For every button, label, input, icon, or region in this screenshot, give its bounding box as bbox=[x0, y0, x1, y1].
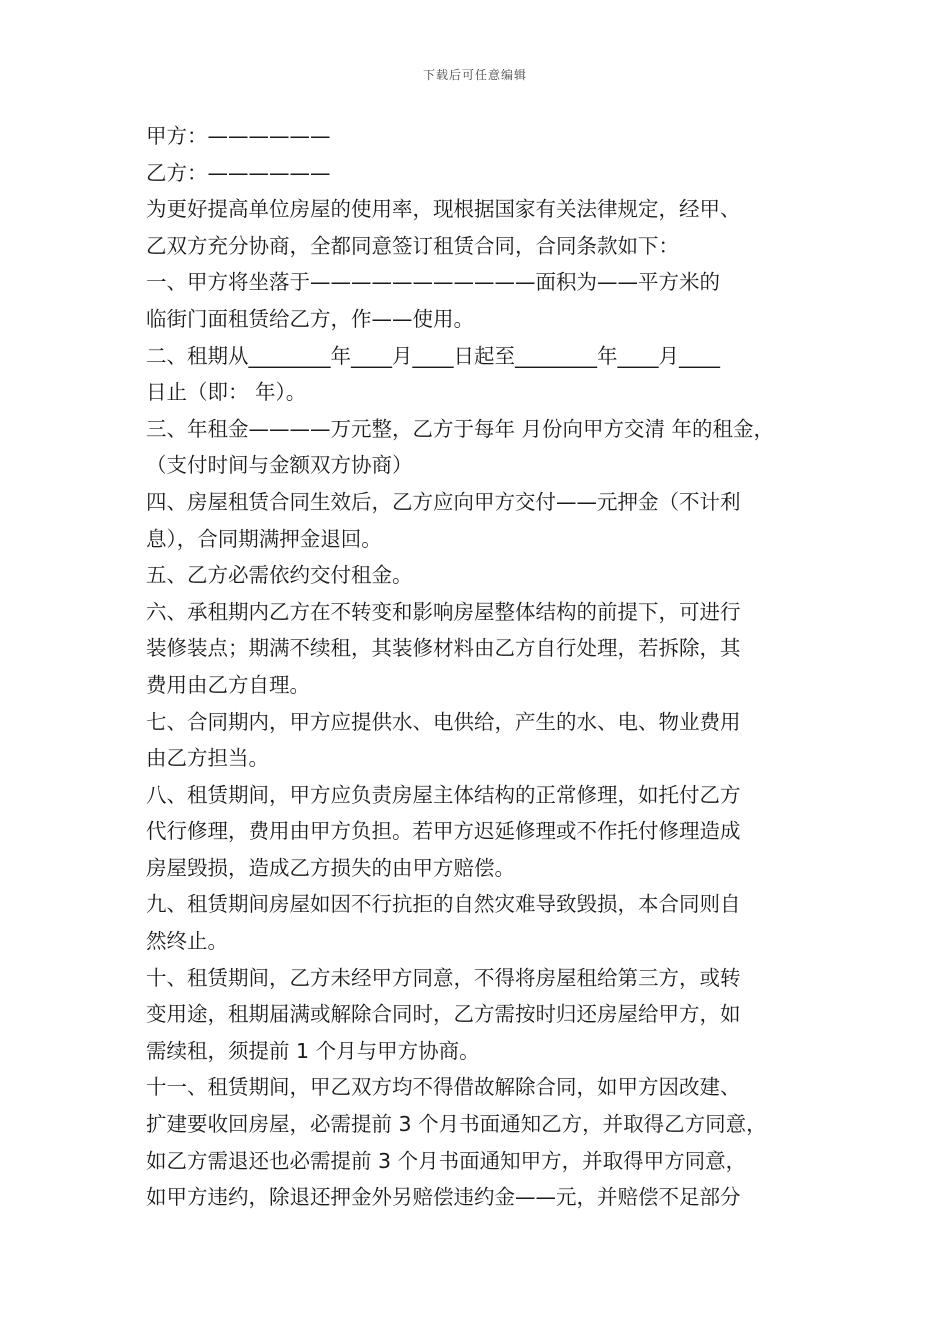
clause-1-line: 临街门面租赁给乙方，作——使用。 bbox=[146, 306, 474, 331]
party-b-line: 乙方：—————— bbox=[146, 160, 331, 185]
clause-11-line: 如甲方违约，除退还押金外另赔偿违约金——元，并赔偿不足部分 bbox=[146, 1185, 741, 1210]
clause-4-line: 四、房屋租赁合同生效后，乙方应向甲方交付——元押金（不计利 bbox=[146, 489, 741, 514]
clause-6-line: 费用由乙方自理。 bbox=[146, 672, 310, 697]
clause-1-line: 一、甲方将坐落于———————————面积为——平方米的 bbox=[146, 270, 720, 295]
clause-8-line: 房屋毁损，造成乙方损失的由甲方赔偿。 bbox=[146, 855, 515, 880]
clause-2-line: 二、租期从________年____月____日起至________年____月____ bbox=[146, 343, 720, 368]
clause-11-line: 十一、租赁期间，甲乙双方均不得借故解除合同，如甲方因改建、 bbox=[146, 1075, 741, 1100]
clause-11-line: 如乙方需退还也必需提前 3 个月书面通知甲方，并取得甲方同意， bbox=[146, 1148, 747, 1173]
clause-3-line: （支付时间与金额双方协商） bbox=[146, 453, 413, 478]
clause-6-line: 装修装点；期满不续租，其装修材料由乙方自行处理，若拆除，其 bbox=[146, 636, 741, 661]
party-a-line: 甲方：—————— bbox=[146, 124, 331, 148]
clause-3-line: 三、年租金————万元整，乙方于每年 月份向甲方交清 年的租金， bbox=[146, 416, 775, 441]
intro-line: 乙双方充分协商，全都同意签订租赁合同，合同条款如下： bbox=[146, 233, 679, 258]
clause-7-line: 七、合同期内，甲方应提供水、电供给，产生的水、电、物业费用 bbox=[146, 709, 741, 734]
clause-9-line: 然终止。 bbox=[146, 929, 228, 954]
intro-line: 为更好提高单位房屋的使用率，现根据国家有关法律规定，经甲、 bbox=[146, 197, 741, 222]
clause-6-line: 六、承租期内乙方在不转变和影响房屋整体结构的前提下，可进行 bbox=[146, 599, 741, 624]
clause-5-line: 五、乙方必需依约交付租金。 bbox=[146, 563, 413, 588]
clause-11-line: 扩建要收回房屋，必需提前 3 个月书面通知乙方，并取得乙方同意， bbox=[146, 1112, 767, 1137]
clause-9-line: 九、租赁期间房屋如因不行抗拒的自然灾难导致毁损，本合同则自 bbox=[146, 892, 741, 917]
clause-10-line: 需续租，须提前 1 个月与甲方协商。 bbox=[146, 1038, 480, 1063]
clause-7-line: 由乙方担当。 bbox=[146, 746, 269, 771]
clause-8-line: 代行修理，费用由甲方负担。若甲方迟延修理或不作托付修理造成 bbox=[146, 819, 741, 844]
clause-10-line: 变用途，租期届满或解除合同时，乙方需按时归还房屋给甲方，如 bbox=[146, 1002, 741, 1027]
clause-10-line: 十、租赁期间，乙方未经甲方同意，不得将房屋租给第三方，或转 bbox=[146, 965, 741, 990]
page-header-note: 下载后可任意编辑 bbox=[422, 68, 527, 82]
clause-8-line: 八、租赁期间，甲方应负责房屋主体结构的正常修理，如托付乙方 bbox=[146, 782, 741, 807]
clause-4-line: 息），合同期满押金退回。 bbox=[146, 526, 382, 551]
contract-body bbox=[146, 118, 811, 1216]
clause-2-line: 日止（即： 年）。 bbox=[146, 380, 307, 405]
